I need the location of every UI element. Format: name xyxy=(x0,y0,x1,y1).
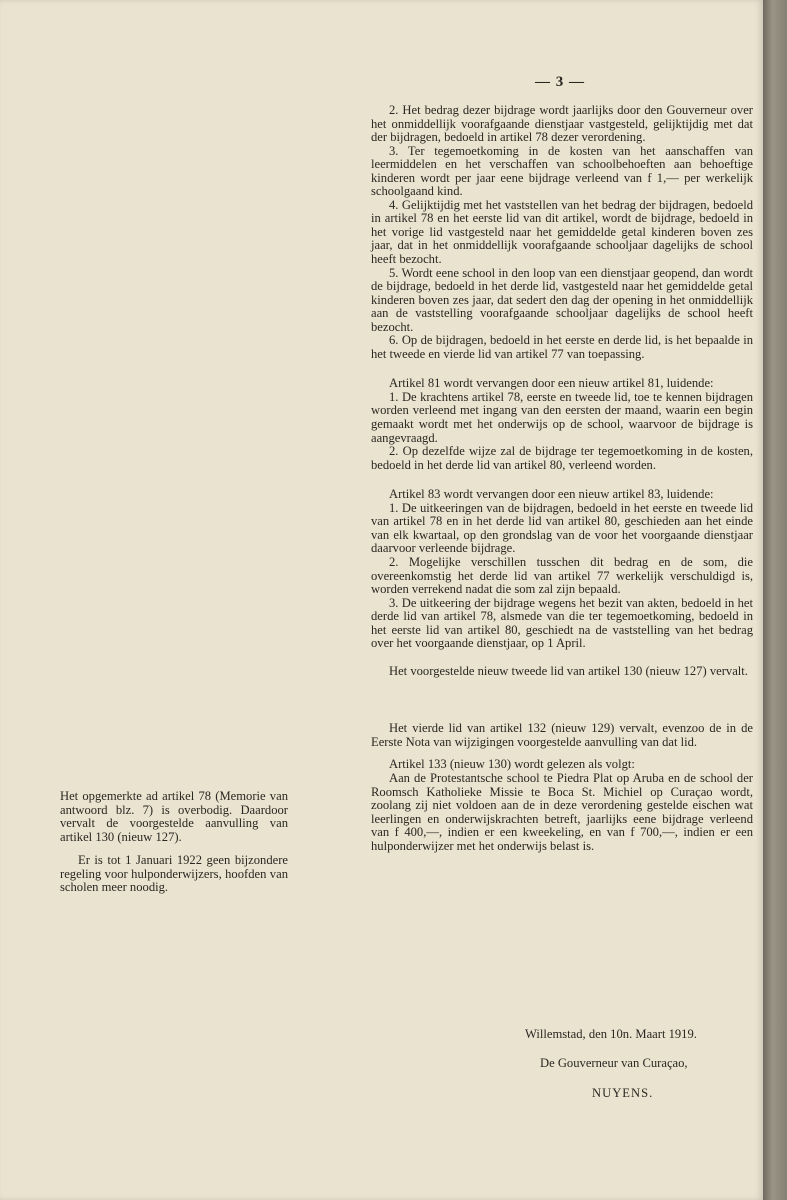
margin-note: Het opgemerkte ad artikel 78 (Memorie van antwoord blz. 7) is overbodig. Daardoor vervalt de voorgestelde aanvulling van artikel 130 (nieuw 127). xyxy=(60,789,288,844)
paragraph: 6. Op de bijdragen, bedoeld in het eerste en derde lid, is het bepaalde in het tweede en vierde lid van artikel 77 van toepassing. xyxy=(371,333,753,361)
paragraph: 2. Op dezelfde wijze zal de bijdrage ter tegemoetkoming in de kosten, bedoeld in het derde lid van artikel 80, verleend worden. xyxy=(371,444,753,472)
page-edge xyxy=(763,0,787,1200)
paragraph: 5. Wordt eene school in den loop van een dienstjaar geopend, dan wordt de bijdrage, bedoeld in het derde lid, vastgesteld naar het gemiddelde getal kinderen boven zes jaar, dat sedert den dag der opening in het onmiddellijk aan de vaststelling voorafgaande schooljaar dagelijks de school heeft bezocht. xyxy=(371,265,753,334)
article-heading: Artikel 81 wordt vervangen door een nieuw artikel 81, luidende: xyxy=(389,376,714,391)
margin-note: Er is tot 1 Januari 1922 geen bijzondere regeling voor hulponderwijzers, hoofden van scholen meer noodig. xyxy=(60,853,288,895)
signature-name: NUYENS. xyxy=(592,1086,654,1100)
signature-title: De Gouverneur van Curaçao, xyxy=(540,1056,688,1070)
paragraph: 3. Ter tegemoetkoming in de kosten van het aanschaffen van leermiddelen en het verschaffen van schoolbehoeften aan behoeftige kinderen wordt per jaar eene bijdrage verleend van f 1,— per werkelijk schoolgaand kind. xyxy=(371,143,753,199)
margin-notes-column xyxy=(60,790,288,895)
paragraph: 4. Gelijktijdig met het vaststellen van het bedrag der bijdragen, bedoeld in artikel 78 en het eerste lid van dit artikel, wordt de bijdrage, bedoeld in het vorige lid vastgesteld naar het gemiddelde getal kinderen boven zes jaar, dat in het onmiddellijk voorafgaande schooljaar dagelijks de school heeft bezocht. xyxy=(371,197,753,267)
paragraph: 2. Het bedrag dezer bijdrage wordt jaarlijks door den Gouverneur over het onmiddellijk voorafgaande dienstjaar vastgesteld, gelijktijdig met dat der bijdragen, bedoeld in artikel 78 dezer verordening. xyxy=(371,103,753,145)
paragraph: Aan de Protestantsche school te Piedra Plat op Aruba en de school der Roomsch Katholieke Missie te Boca St. Michiel op Curaçao wordt, zoolang zij niet voldoen aan de in deze verordening gestelde eischen wat leerlingen en onderwijskrachten betreft, jaarlijks eene bijdrage verleend van f 400,—, indien er een kweekeling, en van f 700,—, indien er een hulponderwijzer met het onderwijs belast is. xyxy=(371,770,753,853)
paragraph: 2. Mogelijke verschillen tusschen dit bedrag en de som, die overeenkomstig het derde lid van artikel 77 werkelijk verschuldigd is, worden verrekend nadat die som zal zijn bepaald. xyxy=(371,554,753,597)
paragraph: 3. De uitkeering der bijdrage wegens het bezit van akten, bedoeld in het derde lid van artikel 78, alsmede van die ter tegemoetkoming, bedoeld in het eerste lid van artikel 80, geschiedt na de vaststelling van het bedrag over het voorgaande dienstjaar, op 1 April. xyxy=(371,595,753,651)
page-number: — 3 — xyxy=(535,74,585,90)
paragraph: Het voorgestelde nieuw tweede lid van artikel 130 (nieuw 127) vervalt. xyxy=(389,663,748,678)
article-heading: Artikel 133 (nieuw 130) wordt gelezen als volgt: xyxy=(389,757,635,772)
paragraph: 1. De krachtens artikel 78, eerste en tweede lid, toe te kennen bijdragen worden verleend met ingang van den eersten der maand, waarin een begin gemaakt wordt met het onderwijs op de school, waarvoor de bijdrage is aangevraagd. xyxy=(371,389,753,445)
main-text-column xyxy=(371,104,753,853)
article-heading: Artikel 83 wordt vervangen door een nieuw artikel 83, luidende: xyxy=(389,487,714,502)
paragraph: Het vierde lid van artikel 132 (nieuw 129) vervalt, evenzoo de in de Eerste Nota van wijzigingen voorgestelde aanvulling van dat lid. xyxy=(371,721,753,749)
paragraph: 1. De uitkeeringen van de bijdragen, bedoeld in het eerste en tweede lid van artikel 78 en in het derde lid van artikel 80, geschieden aan het einde van elk kwartaal, op den grondslag van de voor het voorgaande dienstjaar daarvoor verleende bijdrage. xyxy=(371,500,753,556)
signature-place-date: Willemstad, den 10n. Maart 1919. xyxy=(525,1027,697,1041)
